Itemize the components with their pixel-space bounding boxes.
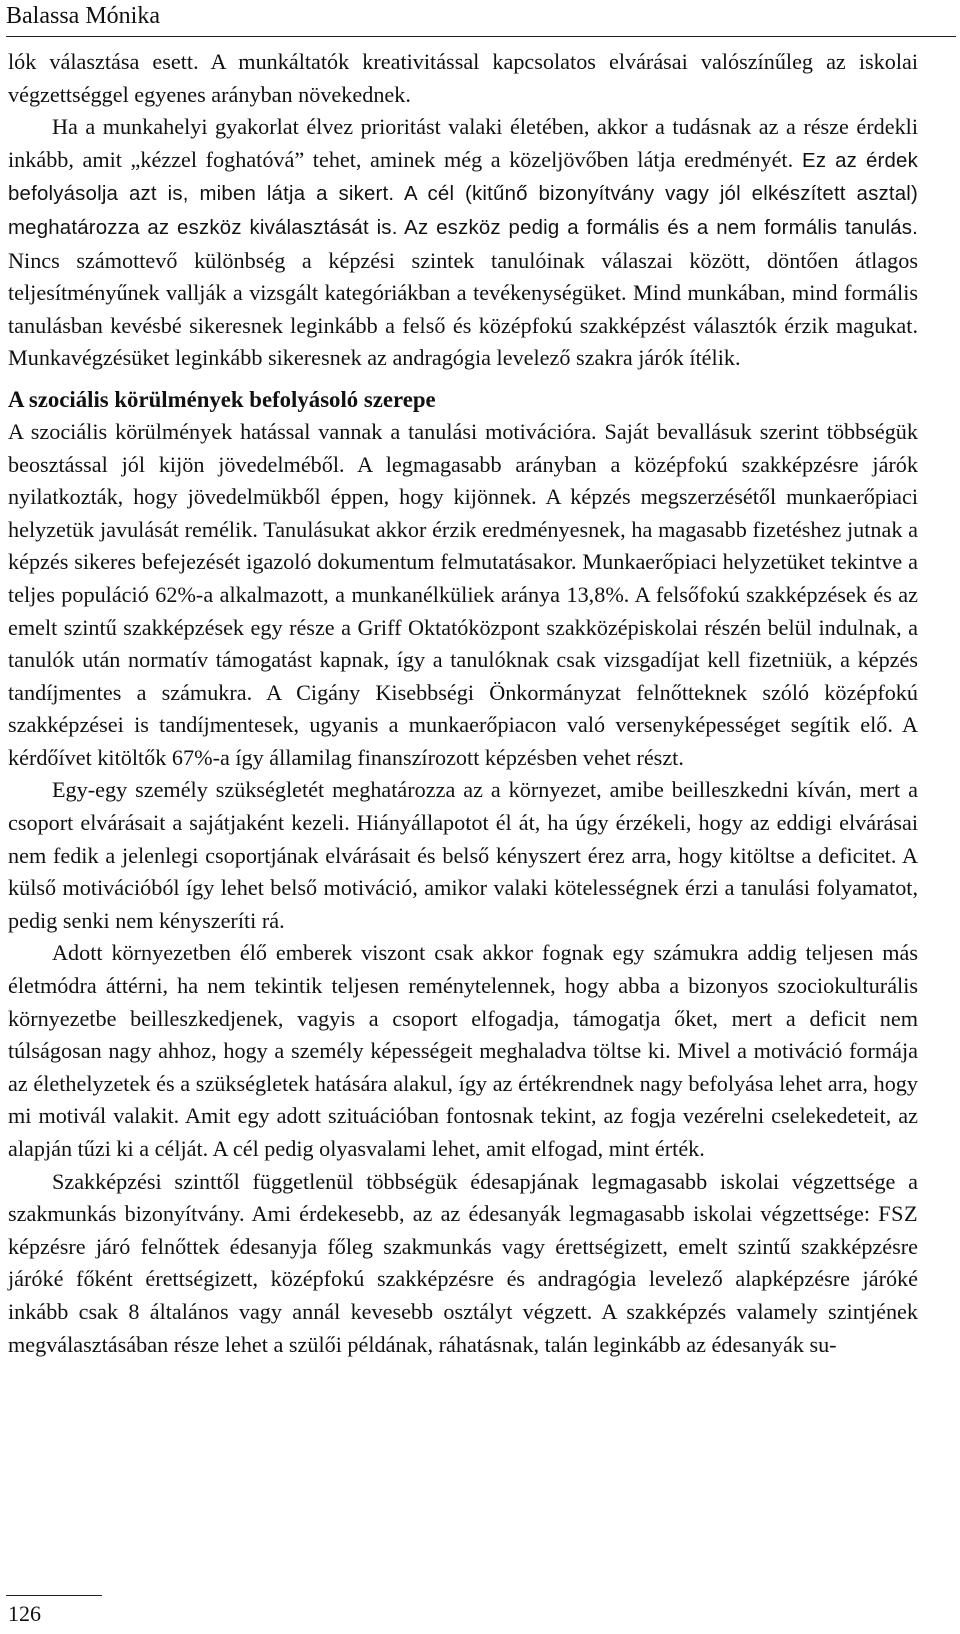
- paragraph-text: Szakképzési szinttől függetlenül többségük édesapjának legmagasabb iskolai végzettsége a szakmunkás bizonyítvány. Ami érdekesebb, az az édesanyák legmagasabb iskolai végzettsége:: [8, 1168, 918, 1227]
- paragraph: [8, 416, 918, 775]
- footer-rule: [6, 1595, 102, 1596]
- paragraph-text: Nincs számottevő különbség a képzési szintek tanulóinak válaszai között, döntően átlagos teljesítményűnek vallják a vizsgált kategóriákban a tevékenységüket. Mind munkában, mind formális tanulásban kevésbé sikeresnek leginkább a felső és középfokú szakképzést választók érzik magukat. Munkavégzésüket leginkább sikeresnek az andragógia levelező szakra járók ítélik.: [8, 247, 918, 371]
- paragraph: [8, 774, 918, 937]
- header-rule: [6, 36, 956, 37]
- paragraph-text: Egy-egy személy szükségletét meghatározza az a környezet, amibe beilleszkedni kíván, mert a csoport elvárásait a sajátjaként kezeli. Hiányállapotot él át, ha úgy érzékeli, hogy az eddigi elvárásai nem fedik a jelenlegi csoportjának elvárásait és belső kényszert érez arra, hogy kitöltse a deficitet. A külső motivációból így lehet belső motiváció, amikor valaki kötelességnek érzi a tanulási folyamatot, pedig senki nem kényszeríti rá.: [8, 777, 918, 933]
- page-number: 126: [8, 1601, 41, 1626]
- abbreviation: FSZ: [878, 1201, 918, 1227]
- paragraph-text: lók választása esett. A munkáltatók kreativitással kapcsolatos elvárásai valószínűleg az iskolai végzettséggel egyenes arányban növekednek.: [8, 49, 918, 107]
- paragraph: [8, 1166, 918, 1362]
- paragraph: [8, 111, 918, 375]
- paragraph-text: A szociális körülmények hatással vannak a tanulási motivációra. Saját bevallásuk szerint többségük beosztással jól kijön jövedelméből. A legmagasabb arányban a középfokú szakképzésre járók nyilatkozták, hogy jövedelmükből éppen, hogy kijönnek. A képzés megszerzésétől munkaerőpiaci helyzetük javulását remélik. Tanulásukat akkor érzik eredményesnek, ha magasabb fizetéshez jutnak a képzés sikeres befejezését igazoló dokumentum felmutatásakor. Munkaerőpiaci helyzetüket tekintve a teljes populáció 62%-a alkalmazott, a munkanélküliek aránya 13,8%. A felsőfokú szakképzések és az emelt szintű szakképzések egy része a Griff Oktatóközpont szakközépiskolai részén belül indulnak, a tanulók után normatív támogatást kapnak, így a tanulóknak csak vizsgadíjat kell fizetniük, a képzés tandíjmentes a számukra. A Cigány Kisebbségi Önkormányzat felnőtteknek szóló középfokú szakképzései is tandíjmentesek, ugyanis a munkaerőpiacon való versenyképességet segítik elő. A kérdőívet kitöltők 67%-a így államilag finanszírozott képzésben vehet részt.: [8, 418, 918, 770]
- body-text: [8, 46, 918, 1361]
- paragraph-continued: [8, 46, 918, 111]
- paragraph-text-sans: Ez az érdek befolyásolja azt is, miben látja a sikert. A cél (kitűnő bizonyítvány vagy jól elkészített asztal) meghatározza az eszköz kiválasztását is. Az eszköz pedig a formális és a nem formális tanulás.: [8, 149, 918, 239]
- paragraph-text: Ha a munkahelyi gyakorlat élvez prioritást valaki életében, akkor a tudásnak az a része érdekli inkább, amit „kézzel foghatóvá” tehet, aminek még a közeljövőben látja eredményét.: [8, 114, 918, 172]
- running-head-author: Balassa Mónika: [6, 3, 160, 29]
- section-heading: A szociális körülmények befolyásoló szerepe: [8, 386, 436, 412]
- paragraph: [8, 937, 918, 1165]
- paragraph-text: képzésre járó felnőttek édesanyja főleg szakmunkás vagy érettségizett, emelt szintű szakképzésre járóké főként érettségizett, középfokú szakképzésre és andragógia levelező alapképzésre járóké inkább csak 8 általános vagy annál kevesebb osztályt végzett. A szakképzés valamely szintjének megválasztásában része lehet a szülői példának, ráhatásnak, talán leginkább az édesanyák su-: [8, 1233, 918, 1357]
- paragraph-text: Adott környezetben élő emberek viszont csak akkor fognak egy számukra addig teljesen más életmódra áttérni, ha nem tekintik teljesen reménytelennek, hogy abba a bizonyos szociokulturális környezetbe beilleszkedjenek, vagyis a csoport elfogadja, támogatja őket, mert a deficit nem túlságosan nagy ahhoz, hogy a személy képességeit meghaladva töltse ki. Mivel a motiváció formája az élethelyzetek és a szükségletek hatására alakul, így az értékrendnek nagy befolyása lehet arra, hogy mi motivál valakit. Amit egy adott szituációban fontosnak tekint, az fogja vezérelni cselekedeteit, az alapján tűzi ki a célját. A cél pedig olyasvalami lehet, amit elfogad, mint érték.: [8, 940, 918, 1161]
